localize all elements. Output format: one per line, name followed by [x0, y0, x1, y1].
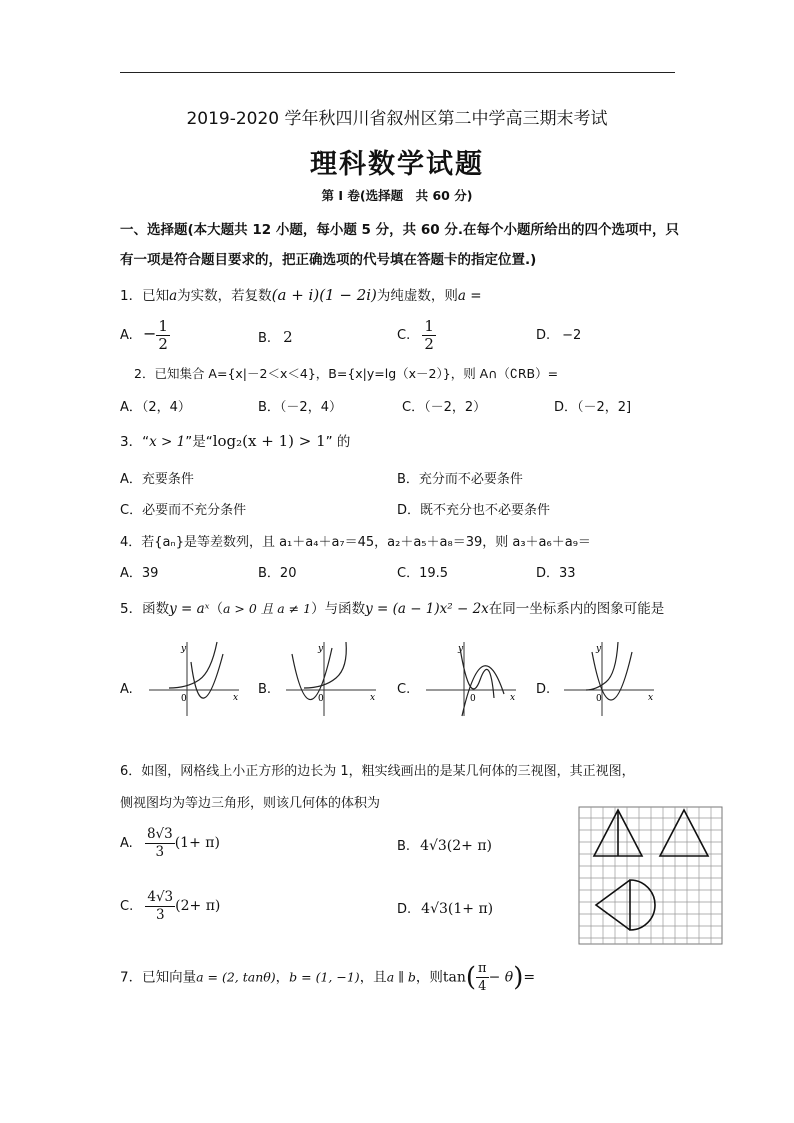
question-2-stem: 2．已知集合 A={x|－2＜x＜4}，B={x|y=lg（x－2）}，则 A∩（∁RB）=: [134, 366, 559, 381]
question-5-stem: 5．函数y = aˣ（a > 0 且 a ≠ 1）与函数y = (a − 1)x² − 2x在同一坐标系内的图象可能是: [120, 601, 665, 617]
volume-title: 第 I 卷(选择题 共 60 分): [321, 188, 473, 203]
question-5-graph-d: [562, 638, 657, 718]
svg-text:x: x: [233, 693, 239, 703]
svg-text:x: x: [370, 693, 376, 703]
question-5-graph-c: [424, 638, 519, 718]
question-6-option-b: B. 4√3(2+ π): [397, 838, 493, 854]
question-4-stem: 4．若{aₙ}是等差数列，且 a₁＋a₄＋a₇＝45，a₂＋a₅＋a₈＝39，则 a₃＋a₆＋a₉＝: [120, 535, 591, 550]
svg-text:0: 0: [470, 694, 476, 704]
question-6-three-view-figure: [578, 806, 724, 946]
question-5-graph-b: [284, 638, 379, 718]
question-2-option-c: C．（－2，2）: [402, 400, 487, 415]
svg-text:0: 0: [596, 694, 602, 704]
question-3-option-d: D．既不充分也不必要条件: [397, 503, 551, 518]
svg-text:0: 0: [318, 694, 324, 704]
svg-text:y: y: [318, 644, 324, 654]
question-6-stem-line1: 6．如图，网格线上小正方形的边长为 1，粗实线画出的是某几何体的三视图，其正视图，: [120, 764, 635, 779]
section-intro-line2: 有一项是符合题目要求的，把正确选项的代号填在答题卡的指定位置.): [120, 252, 537, 268]
question-2-option-d: D．（－2，2]: [554, 400, 632, 415]
svg-text:0: 0: [181, 694, 187, 704]
svg-text:y: y: [596, 644, 602, 654]
header-rule: [120, 72, 675, 73]
question-3-option-b: B．充分而不必要条件: [397, 472, 523, 487]
question-5-label-b: B.: [258, 682, 272, 697]
question-1-option-a: A. − $\frac{1}{2}$: [120, 317, 168, 353]
question-5-label-c: C.: [397, 682, 411, 697]
question-1-option-d: D. −2: [536, 328, 582, 343]
question-3-option-a: A．充要条件: [120, 472, 194, 487]
question-5-label-a: A.: [120, 682, 133, 697]
question-4-option-a: A．39: [120, 566, 159, 581]
question-3-stem: 3．“x > 1”是“log₂(x + 1) > 1” 的: [120, 432, 351, 450]
question-5-graph-a: [147, 638, 242, 718]
question-4-option-b: B．20: [258, 566, 297, 581]
question-6-option-d: D. 4√3(1+ π): [397, 901, 494, 917]
question-1-option-b: B. 2: [258, 328, 293, 346]
question-6-option-c: C. $\frac{4√3}{3}$ (2+ π): [120, 889, 221, 923]
question-1-stem: 1．已知a为实数，若复数(a + i)(1 − 2i)为纯虚数，则a =: [120, 286, 482, 304]
question-2-option-b: B．（－2，4）: [258, 400, 342, 415]
svg-text:y: y: [181, 644, 187, 654]
exam-title: 2019-2020 学年秋四川省叙州区第二中学高三期末考试: [186, 109, 608, 129]
section-intro-line1: 一、选择题(本大题共 12 小题，每小题 5 分，共 60 分.在每个小题所给出的四个选项中，只: [120, 222, 679, 238]
question-6-stem-line2: 侧视图均为等边三角形，则该几何体的体积为: [120, 796, 381, 811]
question-1-option-c: C. $\frac{1}{2}$: [397, 317, 434, 353]
question-3-option-c: C．必要而不充分条件: [120, 503, 247, 518]
question-4-option-c: C．19.5: [397, 566, 449, 581]
subject-title: 理科数学试题: [310, 149, 484, 180]
question-2-option-a: A．（2，4）: [120, 400, 191, 415]
question-7-stem: 7．已知向量a = (2, tanθ)，b = (1, −1)，且a ∥ b，则tan( $\frac{\pi}{4}$ − θ)=: [120, 961, 536, 994]
question-6-option-a: A. $\frac{8√3}{3}$ (1+ π): [120, 826, 220, 860]
question-4-option-d: D．33: [536, 566, 576, 581]
svg-text:x: x: [510, 693, 516, 703]
question-5-label-d: D.: [536, 682, 551, 697]
svg-text:y: y: [458, 644, 464, 654]
svg-text:x: x: [648, 693, 654, 703]
